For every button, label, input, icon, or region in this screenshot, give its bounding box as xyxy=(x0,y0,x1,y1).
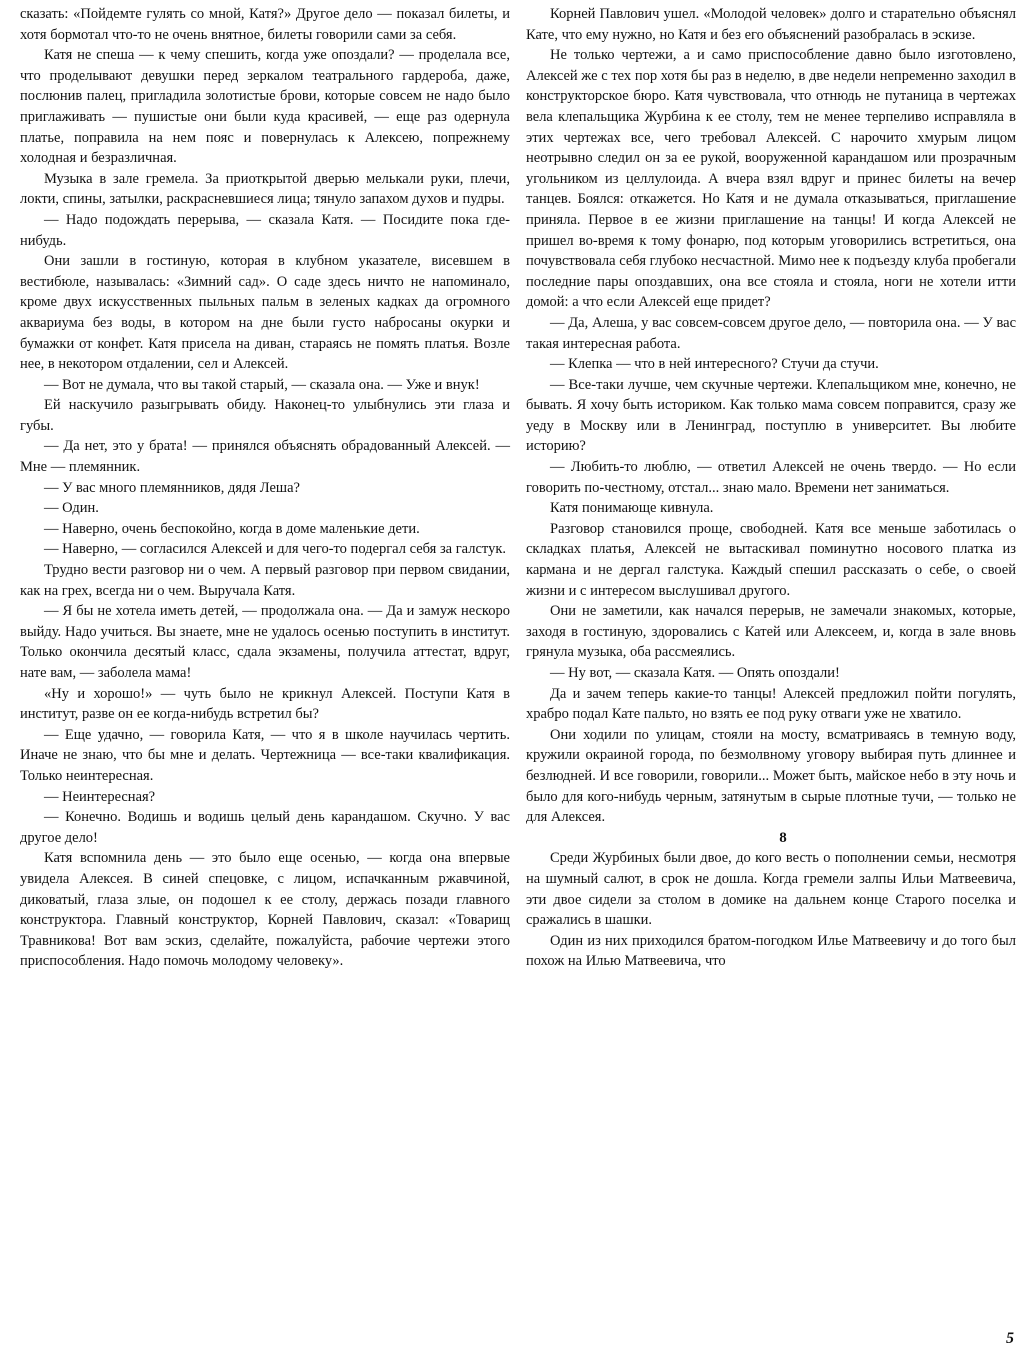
paragraph: Катя понимающе кивнула. xyxy=(550,500,714,517)
paragraph: — Один. xyxy=(44,500,99,517)
paragraph: — Надо подождать перерыва, — сказала Катя. — Посидите пока где-нибудь. xyxy=(20,211,510,249)
paragraph: — Да нет, это у брата! — принялся объяснять обрадованный Алексей. — Мне — племянник. xyxy=(20,438,510,476)
paragraph: «Ну и хорошо!» — чуть было не крикнул Алексей. Поступи Катя в институт, разве он ее когда-нибудь встретил бы? xyxy=(20,685,510,723)
paragraph: — Да, Алеша, у вас совсем-совсем другое дело, — повторила она. — У вас такая интересная работа. xyxy=(526,314,1016,352)
paragraph: Да и зачем теперь какие-то танцы! Алексей предложил пойти погулять, храбро подал Кате пальто, но взять ее под руку отваги уже не хватило. xyxy=(526,685,1016,723)
paragraph: Катя не спеша — к чему спешить, когда уже опоздали? — проделала все, что проделывают девушки перед зеркалом театрального гардероба, даже, послюнив палец, пригладила золотистые брови, которые совсем не надо было приглаживать — пушистые они были куда красивей, — еще раз одернула платье, поправила на нем пояс и повернулась к Алексею, попрежнему холодная и безразличная. xyxy=(20,47,510,167)
chapter-text xyxy=(526,848,1016,972)
right-column-text xyxy=(526,4,1016,828)
paragraph: — Все-таки лучше, чем скучные чертежи. Клепальщиком мне, конечно, не бывать. Я хочу быть историком. Как только мама совсем поправится, сразу же уеду в Москву или в Ленинград, поступлю в университет. Вы любите историю? xyxy=(526,376,1016,455)
page-number: 5 xyxy=(1006,1330,1014,1347)
paragraph: — Конечно. Водишь и водишь целый день карандашом. Скучно. У вас другое дело! xyxy=(20,809,510,846)
paragraph: — У вас много племянников, дядя Леша? xyxy=(44,479,300,496)
paragraph: сказать: «Пойдемте гулять со мной, Катя?» Другое дело — показал билеты, и хотя бормотал что-то не очень внятное, билеты говорили сами за себя. xyxy=(20,6,510,43)
paragraph: — Неинтересная? xyxy=(44,788,156,805)
left-column xyxy=(20,4,510,972)
paragraph: Корней Павлович ушел. «Молодой человек» долго и старательно объяснял Кате, что ему нужно, но Катя и без его объяснений разобралась в эскизе. xyxy=(526,6,1016,43)
paragraph: — Наверно, — согласился Алексей и для чего-то подергал себя за галстук. xyxy=(44,541,506,558)
paragraph: Разговор становился проще, свободней. Катя все меньше заботилась о складках платья, Алексей не вытаскивал поминутно носового платка из кармана и не дергал галстука. Каждый спешил рассказать о себе, о своей жизни и с интересом выслушивал другого. xyxy=(526,520,1016,599)
paragraph: Они ходили по улицам, стояли на мосту, всматриваясь в темную воду, кружили окраиной города, по безмолвному уговору выбирая путь длиннее и безлюдней. И все говорили, говорили... Может быть, майское небо в эту ночь и было для кого-нибудь черным, затянутым в сырые плотные тучи, — только не для Алексея. xyxy=(526,726,1016,826)
paragraph: — Я бы не хотела иметь детей, — продолжала она. — Да и замуж нескоро выйду. Надо учиться. Вы знаете, мне не удалось осенью поступить в институт. Только окончила десятый класс, сдала экзамены, получила аттестат, вдруг, нате вам, — заболела мама! xyxy=(20,603,510,681)
paragraph: Они не заметили, как начался перерыв, не замечали знакомых, которые, заходя в гостиную, здоровались с Катей или Алексеем, и, когда в зале вновь грянула музыка, оба рассмеялись. xyxy=(526,603,1016,661)
paragraph: Ей наскучило разыгрывать обиду. Наконец-то улыбнулись эти глаза и губы. xyxy=(20,397,510,434)
paragraph: — Вот не думала, что вы такой старый, — сказала она. — Уже и внук! xyxy=(44,376,480,393)
paragraph: Среди Журбиных были двое, до кого весть о пополнении семьи, несмотря на шумный салют, в срок не дошла. Когда гремели залпы Ильи Матвеевича, эти двое сидели за столом в домике на дальнем конце Старого поселка и сражались в шашки. xyxy=(526,850,1016,929)
chapter-number: 8 xyxy=(779,829,787,846)
paragraph: Музыка в зале гремела. За приоткрытой дверью мелькали руки, плечи, локти, спины, затылки, раскрасневшиеся лица; тянуло запахом духов и пудры. xyxy=(20,170,510,208)
paragraph: — Ну вот, — сказала Катя. — Опять опоздали! xyxy=(550,665,840,681)
paragraph: Они зашли в гостиную, которая в клубном указателе, висевшем в вестибюле, называлась: «Зимний сад». О саде здесь ничто не напоминало, кроме двух искусственных пыльных пальм в зеленых кадках да огромного аквариума без воды, в котором на дне были густо набросаны окурки и бумажки от конфет. Катя присела на диван, стараясь не помять платья. Возле нее, в некотором отдалении, сел и Алексей. xyxy=(20,253,510,373)
paragraph: Трудно вести разговор ни о чем. А первый разговор при первом свидании, как на грех, всегда ни о чем. Выручала Катя. xyxy=(20,562,510,599)
paragraph: — Наверно, очень беспокойно, когда в доме маленькие дети. xyxy=(44,520,420,537)
right-column xyxy=(526,4,1016,972)
paragraph: Один из них приходился братом-погодком Илье Матвеевичу и до того был похож на Илью Матвеевича, что xyxy=(526,932,1016,970)
paragraph: — Клепка — что в ней интересного? Стучи да стучи. xyxy=(550,356,879,373)
paragraph: — Еще удачно, — говорила Катя, — что я в школе научилась чертить. Иначе не знаю, что бы мне и делать. Чертежница — все-таки квалификация. Только неинтересная. xyxy=(20,726,510,784)
paragraph: Не только чертежи, а и само приспособление давно было изготовлено, Алексей же с тех пор хотя бы раз в неделю, в две недели непременно заходил в конструкторское бюро. Катя чувствовала, что отнюдь не путаница в чертежах вела клепальщика Журбина к ее столу, тем не менее терпеливо исправляла в этих чертежах все, чего требовал Алексей. С нарочито хмурым лицом неотрывно следил он за ее рукой, вооруженной карандашом или прозрачным угольником из целлулоида. А вчера взял вдруг и принес билеты на вечер танцев. Боялся: откажется. Но Катя и не думала отказываться, приглашение приняла. Первое в ее жизни приглашение на танцы! И когда Алексей не пришел во-время к тому фонарю, под которым уговорились встретиться, она почувствовала себя глубоко несчастной. Мимо нее к подъезду клуба пробегали последние пары опоздавших, она все стояла и стояла, ноги не хотели итти домой: а что если Алексей еще придет? xyxy=(526,47,1016,311)
paragraph: Катя вспомнила день — это было еще осенью, — когда она впервые увидела Алексея. В синей спецовке, с лицом, испачканным ржавчиной, диковатый, глаза злые, он подошел к ее столу, держась позади главного конструктора. Главный конструктор, Корней Павлович, сказал: «Товарищ Травникова! Вот вам эскиз, сделайте, пожалуйста, рабочие чертежи этого приспособления. Надо помочь молодому человеку». xyxy=(20,850,510,970)
paragraph: — Любить-то люблю, — ответил Алексей не очень твердо. — Но если говорить по-честному, отстал... знаю мало. Времени нет заниматься. xyxy=(526,459,1016,496)
